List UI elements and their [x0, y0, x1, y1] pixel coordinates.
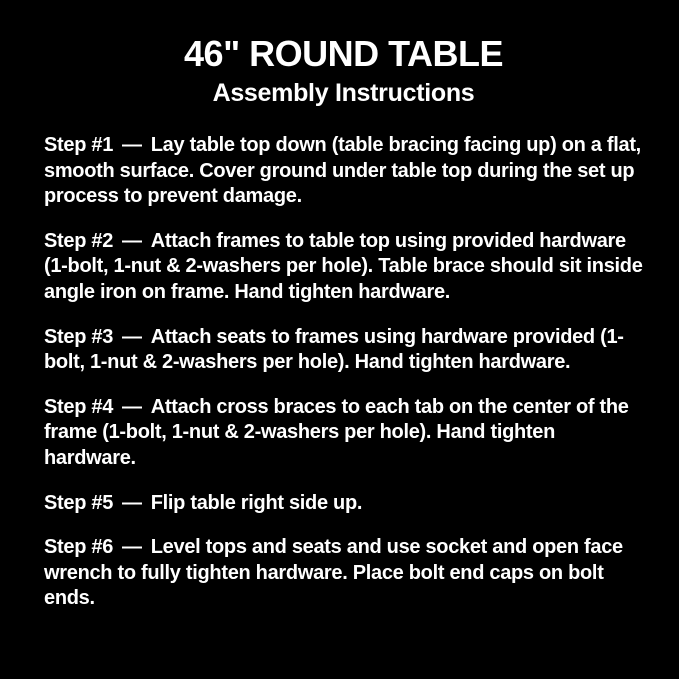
em-dash: —: [122, 395, 142, 418]
em-dash: —: [122, 491, 142, 514]
header: [44, 34, 643, 107]
step-paragraph-4: [44, 395, 643, 472]
step-label: Step #1: [44, 134, 114, 157]
page-title: 46" ROUND TABLE: [184, 33, 503, 74]
step-label: Step #4: [44, 395, 114, 418]
step-text: Level tops and seats and use socket and open face wrench to fully tighten hardware. Place bolt end caps on bolt ends.: [44, 536, 623, 610]
step-paragraph-5: [44, 491, 643, 517]
step-text: Attach seats to frames using hardware provided (1-bolt, 1-nut & 2-washers per hole). Hand tighten hardware.: [44, 325, 624, 374]
steps-list: [44, 133, 643, 612]
em-dash: —: [122, 325, 142, 348]
step-paragraph-3: [44, 325, 643, 376]
step-label: Step #5: [44, 491, 114, 514]
step-text: Flip table right side up.: [150, 491, 363, 514]
em-dash: —: [122, 134, 142, 157]
step-text: Attach frames to table top using provided hardware (1-bolt, 1-nut & 2-washers per hole). Table brace should sit inside angle iron on frame. Hand tighten hardware.: [44, 229, 643, 304]
em-dash: —: [122, 229, 142, 252]
step-text: Lay table top down (table bracing facing up) on a flat, smooth surface. Cover ground under table top during the set up process to prevent damage.: [44, 134, 641, 208]
step-label: Step #2: [44, 229, 114, 252]
page-subtitle: Assembly Instructions: [212, 78, 475, 107]
step-paragraph-1: [44, 133, 643, 210]
em-dash: —: [122, 536, 142, 559]
step-text: Attach cross braces to each tab on the center of the frame (1-bolt, 1-nut & 2-washers per hole). Hand tighten hardware.: [44, 395, 629, 470]
step-label: Step #6: [44, 536, 114, 559]
step-paragraph-2: [44, 229, 643, 306]
step-paragraph-6: [44, 535, 643, 612]
step-label: Step #3: [44, 325, 114, 348]
